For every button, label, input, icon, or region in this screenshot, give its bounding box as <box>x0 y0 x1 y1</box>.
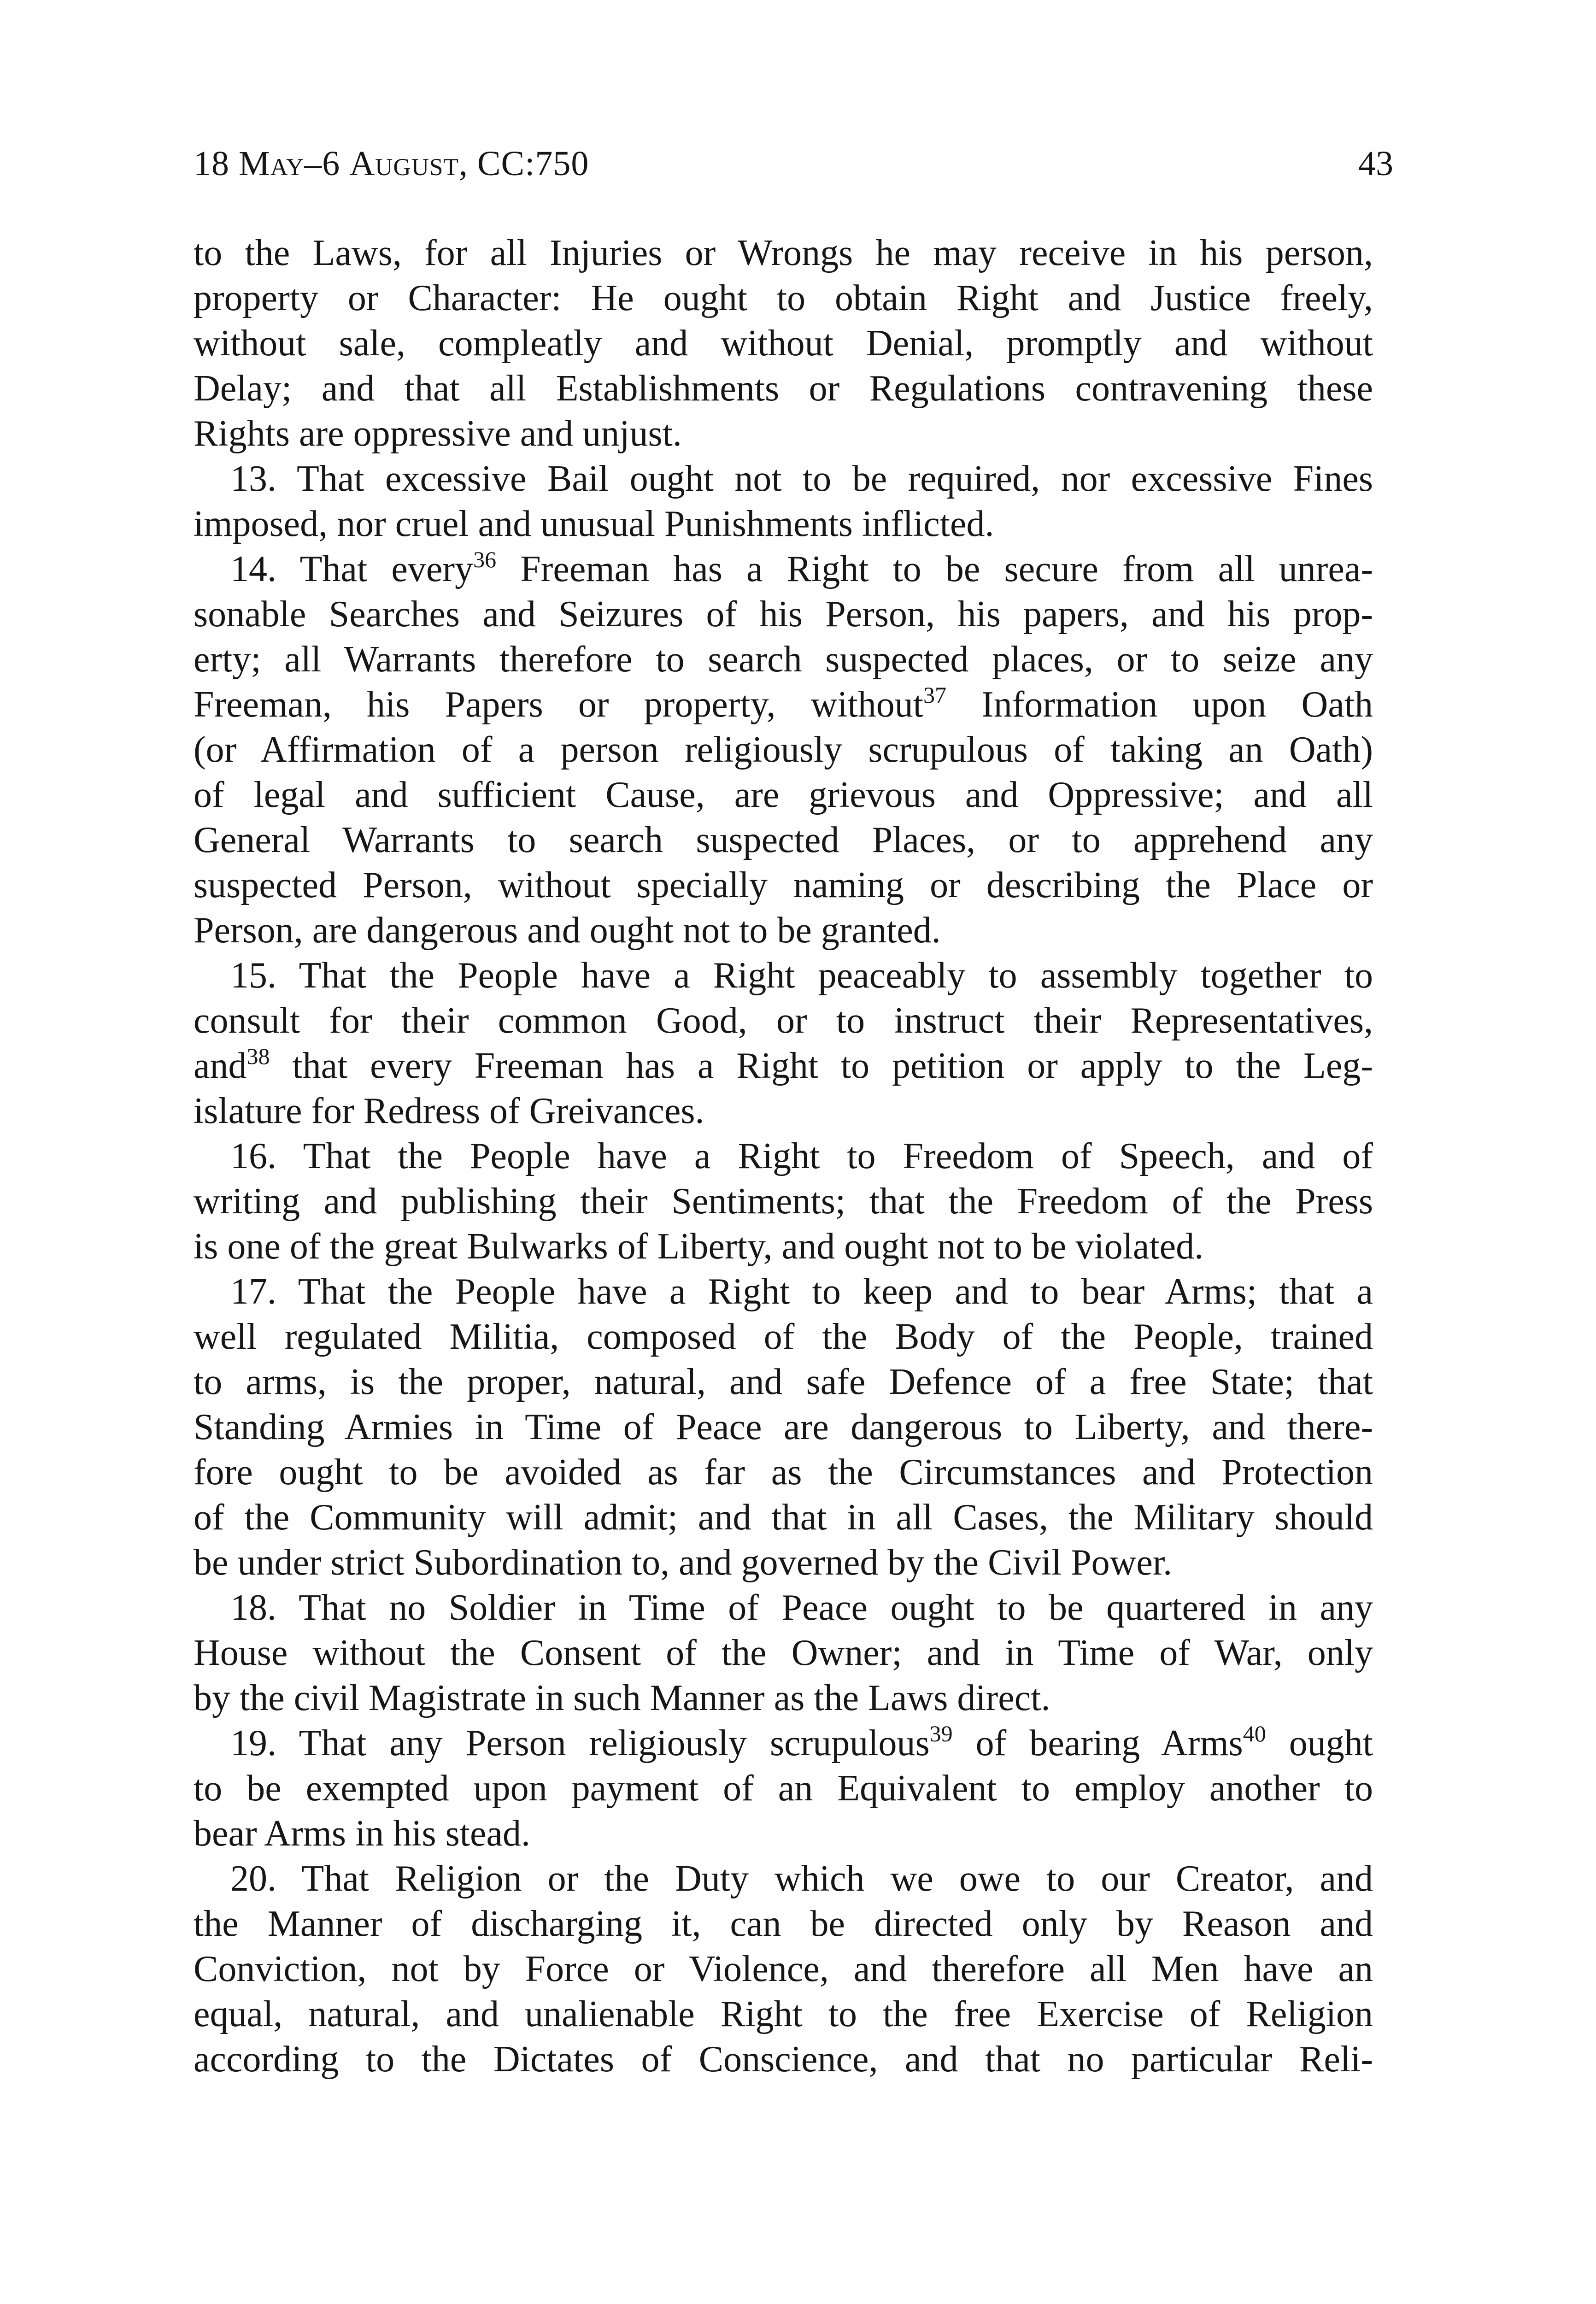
text-segment: and <box>194 1046 247 1086</box>
text-segment: 14. That every <box>230 549 474 589</box>
text-segment: well regulated Militia, composed of the Body of the People, trained <box>194 1317 1373 1357</box>
running-head-title <box>194 138 589 189</box>
text-line <box>194 501 1373 547</box>
text-segment: of bearing Arms <box>952 1723 1243 1763</box>
text-line <box>194 1359 1373 1405</box>
text-line <box>194 727 1373 772</box>
footnote-ref: 39 <box>929 1721 953 1746</box>
footnote-ref: 38 <box>246 1043 270 1069</box>
text-line <box>194 1901 1373 1946</box>
text-line <box>194 230 1373 276</box>
text-line <box>194 366 1373 411</box>
text-line <box>194 1630 1373 1675</box>
text-segment: consult for their common Good, or to instruct their Representatives, <box>194 1000 1373 1041</box>
text-segment: property or Character: He ought to obtain Right and Justice freely, <box>194 278 1373 318</box>
text-segment: fore ought to be avoided as far as the Circumstances and Protection <box>194 1452 1373 1493</box>
text-segment: by the civil Magistrate in such Manner as the Laws direct. <box>194 1678 1050 1718</box>
footnote-ref: 36 <box>473 547 497 572</box>
text-segment: Freeman has a Right to be secure from all unrea- <box>496 549 1373 589</box>
text-line <box>194 1766 1373 1811</box>
text-segment: 13. That excessive Bail ought not to be required, nor excessive Fines <box>230 458 1373 499</box>
text-segment: sonable Searches and Seizures of his Person, his papers, and his prop- <box>194 594 1373 635</box>
text-segment: writing and publishing their Sentiments; that the Freedom of the Press <box>194 1181 1373 1222</box>
page-number: 43 <box>1358 144 1393 183</box>
text-line <box>194 2037 1373 2082</box>
text-segment: imposed, nor cruel and unusual Punishments inflicted. <box>194 504 994 544</box>
text-line <box>194 1043 1373 1088</box>
text-line <box>194 1405 1373 1450</box>
text-line <box>194 276 1373 321</box>
text-line <box>194 1675 1373 1721</box>
text-segment: without sale, compleatly and without Denial, promptly and without <box>194 323 1373 364</box>
text-segment: 20. That Religion or the Duty which we owe to our Creator, and <box>230 1858 1373 1899</box>
text-segment: that every Freeman has a Right to petition or apply to the Leg- <box>270 1046 1373 1086</box>
text-line <box>194 1314 1373 1359</box>
text-segment: of legal and sufficient Cause, are grievous and Oppressive; and all <box>194 775 1373 815</box>
text-segment: suspected Person, without specially naming or describing the Place or <box>194 865 1373 905</box>
text-segment: equal, natural, and unalienable Right to the free Exercise of Religion <box>194 1994 1373 2034</box>
running-head-month-may: May <box>239 144 305 183</box>
text-segment: to arms, is the proper, natural, and safe Defence of a free State; that <box>194 1362 1373 1402</box>
text-line <box>194 547 1373 592</box>
text-line <box>194 772 1373 817</box>
text-line <box>194 456 1373 501</box>
text-line <box>194 411 1373 456</box>
text-segment: General Warrants to search suspected Places, or to apprehend any <box>194 820 1373 860</box>
body-text <box>194 230 1373 2082</box>
text-line <box>194 1992 1373 2037</box>
text-line <box>194 817 1373 863</box>
text-line <box>194 1811 1373 1856</box>
text-line <box>194 863 1373 908</box>
text-line <box>194 1495 1373 1540</box>
text-segment: Conviction, not by Force or Violence, and therefore all Men have an <box>194 1949 1373 1989</box>
text-segment: to the Laws, for all Injuries or Wrongs he may receive in his person, <box>194 233 1373 273</box>
text-line <box>194 682 1373 727</box>
text-segment: 15. That the People have a Right peaceably to assembly together to <box>230 955 1373 996</box>
text-line <box>194 1946 1373 1992</box>
text-line <box>194 953 1373 998</box>
text-line <box>194 1179 1373 1224</box>
text-segment: House without the Consent of the Owner; and in Time of War, only <box>194 1633 1373 1673</box>
text-segment: islature for Redress of Greivances. <box>194 1091 704 1131</box>
text-line <box>194 1856 1373 1901</box>
text-line <box>194 1450 1373 1495</box>
text-segment: bear Arms in his stead. <box>194 1813 530 1854</box>
text-segment: 19. That any Person religiously scrupulous <box>230 1723 930 1763</box>
text-segment: Freeman, his Papers or property, without <box>194 684 924 725</box>
text-line <box>194 637 1373 682</box>
text-segment: Standing Armies in Time of Peace are dangerous to Liberty, and there- <box>194 1407 1373 1447</box>
text-line <box>194 1134 1373 1179</box>
text-line <box>194 1721 1373 1766</box>
text-line <box>194 592 1373 637</box>
text-segment: is one of the great Bulwarks of Liberty, and ought not to be violated. <box>194 1226 1204 1267</box>
text-line <box>194 908 1373 953</box>
running-head-document-ref: , CC:750 <box>458 144 589 183</box>
text-segment: Rights are oppressive and unjust. <box>194 413 682 454</box>
footnote-ref: 40 <box>1243 1721 1266 1746</box>
running-head <box>194 138 1393 189</box>
text-segment: Delay; and that all Establishments or Regulations contravening these <box>194 368 1373 409</box>
text-segment: be under strict Subordination to, and governed by the Civil Power. <box>194 1542 1173 1583</box>
text-line <box>194 1269 1373 1314</box>
running-head-date-end: –6 <box>304 144 350 183</box>
text-line <box>194 1224 1373 1269</box>
text-line <box>194 998 1373 1043</box>
text-segment: (or Affirmation of a person religiously scrupulous of taking an Oath) <box>194 729 1373 770</box>
footnote-ref: 37 <box>923 682 947 708</box>
text-segment: 18. That no Soldier in Time of Peace ought to be quartered in any <box>230 1587 1373 1628</box>
text-line <box>194 1585 1373 1630</box>
text-segment: 16. That the People have a Right to Freedom of Speech, and of <box>230 1136 1373 1176</box>
text-segment: the Manner of discharging it, can be directed only by Reason and <box>194 1904 1373 1944</box>
text-segment: 17. That the People have a Right to keep and to bear Arms; that a <box>230 1271 1373 1312</box>
text-segment: according to the Dictates of Conscience, and that no particular Reli- <box>194 2039 1373 2080</box>
running-head-date-start: 18 <box>194 144 239 183</box>
text-line <box>194 1540 1373 1585</box>
text-line <box>194 1088 1373 1134</box>
text-segment: of the Community will admit; and that in all Cases, the Military should <box>194 1497 1373 1538</box>
running-head-month-august: August <box>349 144 459 183</box>
text-segment: erty; all Warrants therefore to search suspected places, or to seize any <box>194 639 1373 680</box>
text-segment: to be exempted upon payment of an Equivalent to employ another to <box>194 1768 1373 1809</box>
text-line <box>194 321 1373 366</box>
text-segment: Information upon Oath <box>946 684 1373 725</box>
text-segment: ought <box>1266 1723 1373 1763</box>
text-segment: Person, are dangerous and ought not to be granted. <box>194 910 941 951</box>
